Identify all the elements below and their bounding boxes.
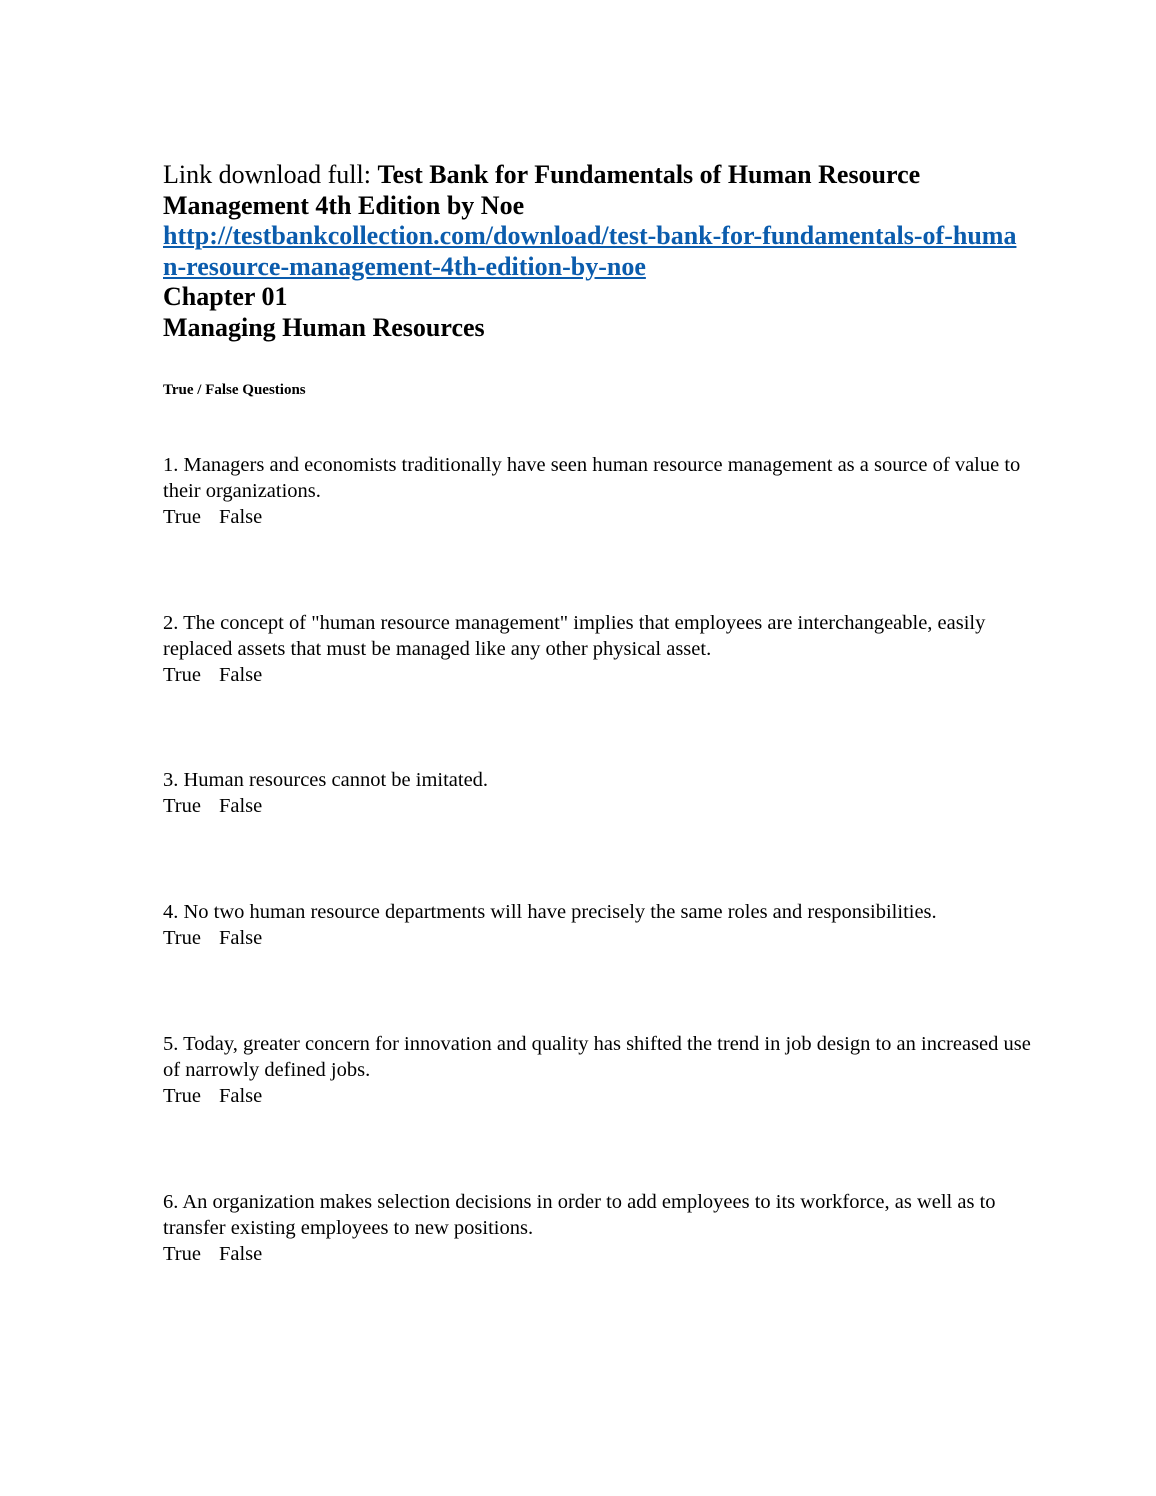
- true-option: True: [163, 1085, 201, 1107]
- section-label: True / False Questions: [163, 382, 306, 398]
- answer-options: [163, 925, 1033, 951]
- lead-text: Link download full:: [163, 160, 378, 189]
- title-line: [163, 160, 1043, 221]
- question-text: 1. Managers and economists traditionally have seen human resource management as a source of value to their organizations.: [163, 454, 1021, 502]
- false-option: False: [218, 506, 263, 528]
- answer-options: [163, 1083, 1033, 1109]
- question-5: [163, 1031, 1033, 1109]
- true-option: True: [163, 664, 201, 686]
- question-1: [163, 452, 1033, 530]
- answer-options: [163, 504, 1033, 530]
- question-text: 6. An organization makes selection decisions in order to add employees to its workforce, as well as to transfer existing employees to new positions.: [163, 1191, 996, 1239]
- false-option: False: [218, 1085, 263, 1107]
- false-option: False: [218, 795, 263, 817]
- question-text: 3. Human resources cannot be imitated.: [163, 769, 489, 791]
- chapter-number: Chapter 01: [163, 282, 288, 311]
- answer-options: [163, 793, 1033, 819]
- false-option: False: [218, 1243, 263, 1265]
- download-link[interactable]: http://testbankcollection.com/download/test-bank-for-fundamentals-of-human-resource-management-4th-edition-by-noe: [163, 221, 1017, 281]
- true-option: True: [163, 927, 201, 949]
- answer-options: [163, 1241, 1033, 1267]
- question-text: 2. The concept of "human resource management" implies that employees are interchangeable, easily replaced assets that must be managed like any other physical asset.: [163, 612, 986, 660]
- question-4: [163, 899, 1033, 951]
- true-option: True: [163, 795, 201, 817]
- true-option: True: [163, 506, 201, 528]
- false-option: False: [218, 664, 263, 686]
- question-6: [163, 1189, 1033, 1267]
- question-text: 4. No two human resource departments will have precisely the same roles and responsibilities.: [163, 901, 937, 923]
- answer-options: [163, 662, 1033, 688]
- question-text: 5. Today, greater concern for innovation and quality has shifted the trend in job design to an increased use of narrowly defined jobs.: [163, 1033, 1031, 1081]
- document-title: Test Bank for Fundamentals of Human Resource Management 4th Edition by Noe: [163, 160, 921, 220]
- true-option: True: [163, 1243, 201, 1265]
- document-header: [163, 160, 1043, 343]
- chapter-title: Managing Human Resources: [163, 312, 485, 342]
- false-option: False: [218, 927, 263, 949]
- question-3: [163, 767, 1033, 819]
- question-2: [163, 610, 1033, 688]
